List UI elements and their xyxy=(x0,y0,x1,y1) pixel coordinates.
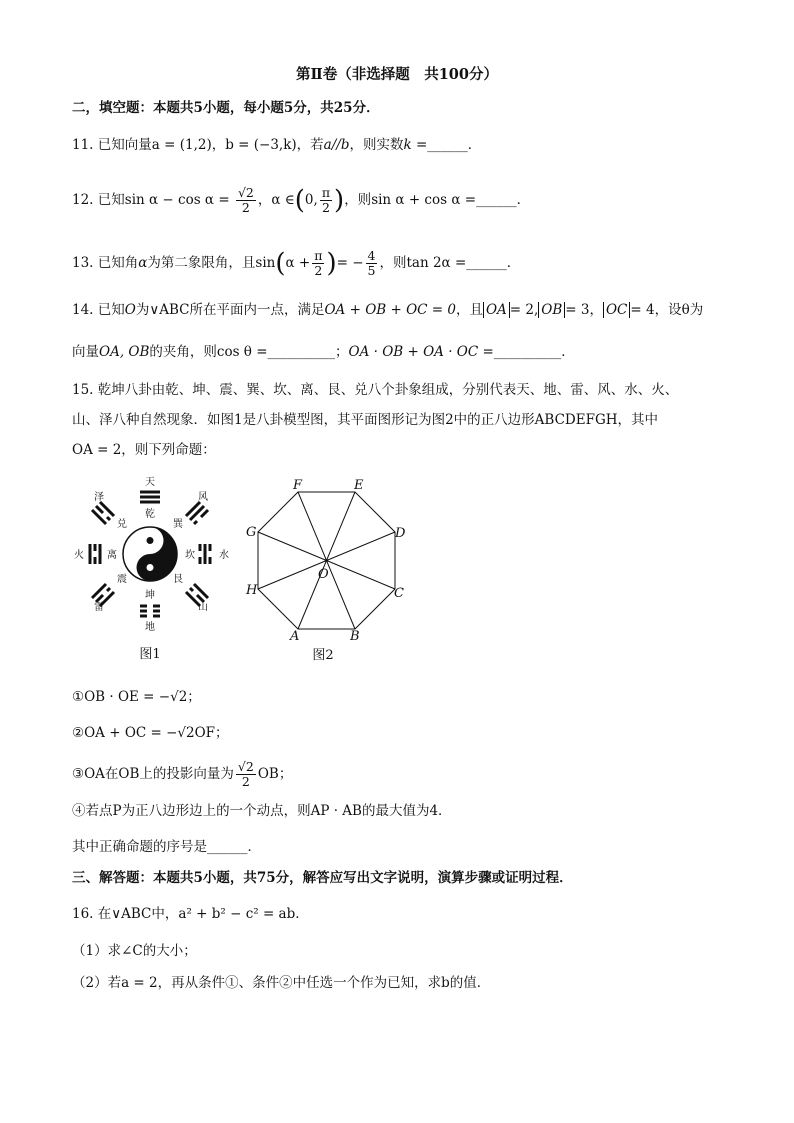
label-di: 地 xyxy=(145,622,155,633)
label-huo: 火 xyxy=(74,550,84,561)
label-qian: 乾 xyxy=(145,509,155,520)
vertex-C: C xyxy=(394,586,404,601)
label-shui: 水 xyxy=(219,550,229,561)
section-2-heading: 二，填空题：本题共5小题，每小题5分，共25分． xyxy=(72,100,380,116)
label-lei: 雷 xyxy=(94,602,104,613)
label-li: 离 xyxy=(107,550,117,561)
bagua-figure xyxy=(70,472,240,664)
answer-blank: ______ xyxy=(476,192,517,208)
label-ze: 泽 xyxy=(94,492,104,503)
question-15-ask: 其中正确命题的序号是______． xyxy=(72,839,261,855)
vertex-G: G xyxy=(246,525,257,540)
label-dui: 兑 xyxy=(117,519,127,530)
label-shan: 山 xyxy=(198,602,208,613)
vertex-D: D xyxy=(395,526,406,541)
fraction: $\frac{4}{5}$ xyxy=(367,248,376,278)
question-14-line-1: 14. 已知O为∨ABC所在平面内一点，满足OA + OB + OC = 0，且 OA = 2, OB = 3， OC = 4，设θ为 xyxy=(72,302,704,318)
center-O: O xyxy=(318,567,329,582)
fraction: $\frac{\pi}{2}$ xyxy=(321,185,331,215)
question-15-line-2: 山、泽八种自然现象．如图1是八卦模型图，其平面图形记为图2中的正八边形ABCDEFGH，其中 xyxy=(72,412,659,428)
answer-blank: ______ xyxy=(427,137,468,153)
label-gen: 艮 xyxy=(173,574,183,585)
label-zhen: 震 xyxy=(117,574,127,585)
question-12: 12. 已知sin α − cos α = $\frac{√2}{2}$ ，α ∈(0, $\frac{\pi}{2}$ )，则sin α + cos α =______． xyxy=(72,185,531,216)
page-title: 第Ⅱ卷（非选择题 共100分） xyxy=(296,66,498,83)
label-tian: 天 xyxy=(145,477,155,488)
label-xun: 巽 xyxy=(173,519,183,530)
vertex-A: A xyxy=(290,629,300,644)
fig1-caption: 图1 xyxy=(139,647,161,662)
proposition-2: ②OA + OC = −√2OF； xyxy=(72,725,229,741)
vertex-B: B xyxy=(350,629,360,644)
octagon-figure xyxy=(238,474,418,666)
proposition-4: ④若点P为正八边形边上的一个动点，则AP · AB的最大值为4． xyxy=(72,803,452,819)
vertex-E: E xyxy=(354,478,364,493)
yin-yang-icon xyxy=(123,527,177,581)
fraction: $\frac{√2}{2}$ xyxy=(237,759,254,789)
answer-blank: __________ xyxy=(493,344,562,360)
label-kun: 坤 xyxy=(145,590,155,601)
label-kan: 坎 xyxy=(185,550,195,561)
question-11: 11. 已知向量a = (1,2)，b = (−3,k)，若a//b，则实数k =______． xyxy=(72,137,482,153)
question-16-part-2: （2）若a = 2，再从条件①、条件②中任选一个作为已知，求b的值． xyxy=(72,975,491,991)
fig2-caption: 图2 xyxy=(312,648,334,663)
vertex-F: F xyxy=(293,478,303,493)
proposition-1: ①OB · OE = −√2； xyxy=(72,689,201,705)
fraction: $\frac{\pi}{2}$ xyxy=(314,248,323,278)
question-16-stem: 16. 在∨ABC中，a² + b² − c² = ab． xyxy=(72,906,309,922)
question-15-line-3: OA = 2，则下列命题： xyxy=(72,442,216,458)
question-14-line-2: 向量OA, OB的夹角，则cos θ =__________；OA · OB + OA · OC =__________． xyxy=(72,344,575,360)
label-feng: 风 xyxy=(198,492,208,503)
proposition-3: ③OA在OB上的投影向量为 $\frac{√2}{2}$ OB； xyxy=(72,759,293,789)
fraction: $\frac{√2}{2}$ xyxy=(237,185,254,215)
answer-blank: ______ xyxy=(466,255,507,271)
question-13: 13. 已知角α为第二象限角，且sin(α + $\frac{\pi}{2}$ )= − $\frac{4}{5}$ ，则tan 2α =______． xyxy=(72,248,521,279)
section-3-heading: 三、解答题：本题共5小题，共75分，解答应写出文字说明，演算步骤或证明过程． xyxy=(72,870,573,886)
vertex-H: H xyxy=(246,583,258,598)
question-15-line-1: 15. 乾坤八卦由乾、坤、震、巽、坎、离、艮、兑八个卦象组成，分别代表天、地、雷、风、水、火、 xyxy=(72,382,679,398)
answer-blank: __________ xyxy=(267,344,336,360)
question-16-part-1: （1）求∠C的大小； xyxy=(72,943,197,959)
